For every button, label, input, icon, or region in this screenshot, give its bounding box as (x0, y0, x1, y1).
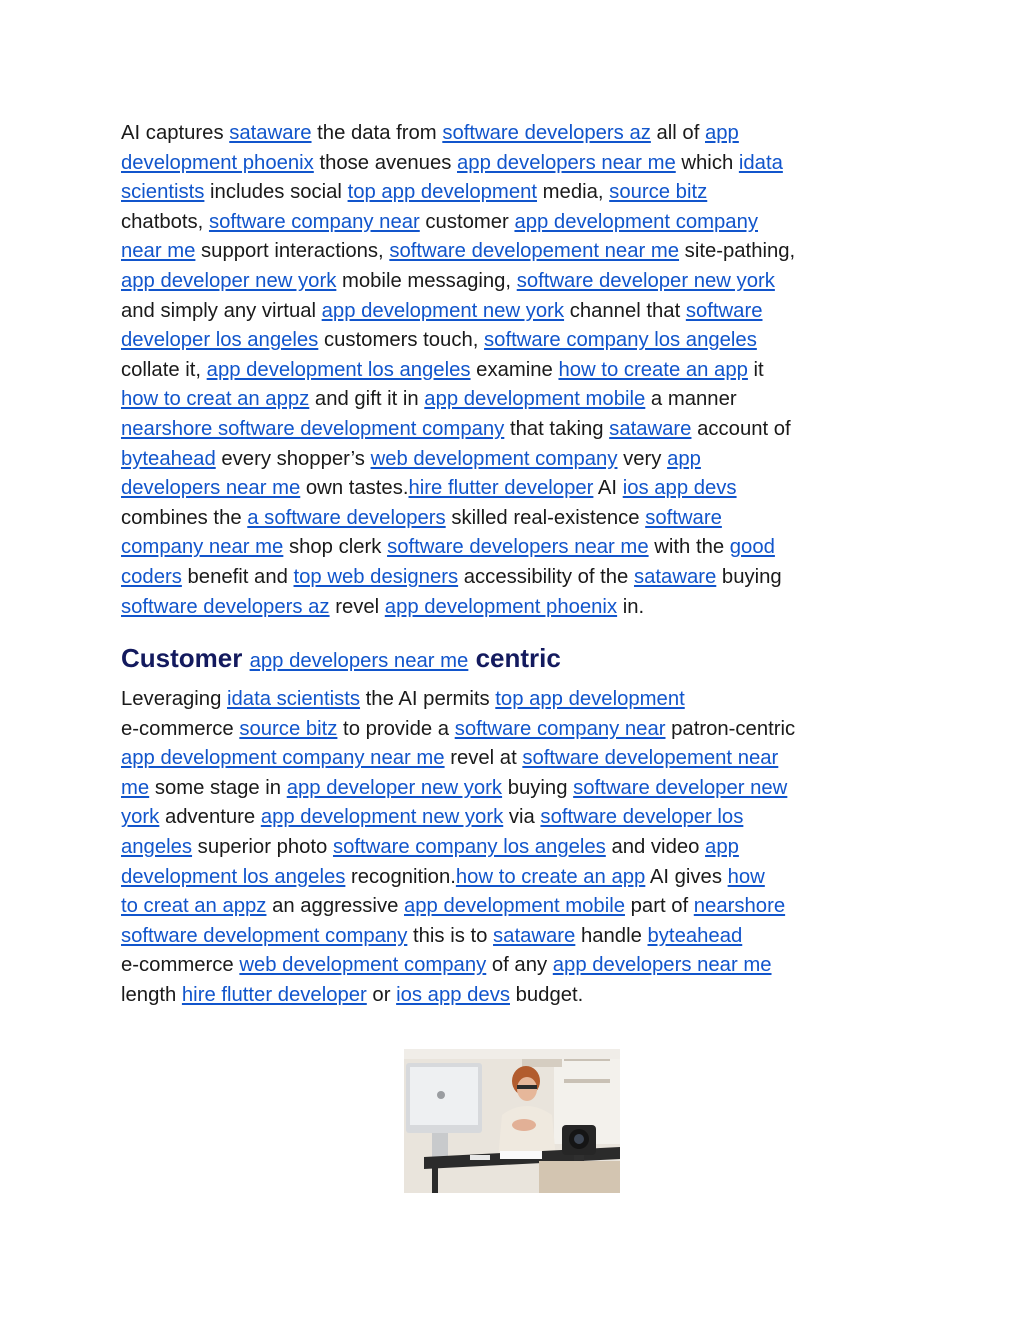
text-line (121, 237, 906, 267)
inline-link[interactable]: scientists (121, 181, 205, 204)
inline-text: media, (537, 181, 610, 204)
inline-text: the AI permits (360, 688, 496, 711)
text-line (121, 149, 906, 179)
inline-link[interactable]: web development company (239, 954, 487, 977)
inline-text: AI captures (121, 122, 230, 144)
inline-text: adventure (159, 806, 261, 829)
article-body (121, 119, 906, 1011)
inline-text: benefit and (181, 565, 294, 588)
paragraph-2 (121, 685, 906, 1011)
inline-link[interactable]: software developers near me (387, 536, 649, 559)
inline-text: length (121, 984, 182, 1007)
inline-link[interactable]: coders (121, 565, 182, 588)
inline-text: AI (593, 477, 623, 500)
inline-link[interactable]: software developers az (121, 595, 330, 618)
inline-link[interactable]: software developement near me (389, 240, 680, 263)
inline-link[interactable]: how (727, 865, 765, 888)
inline-link[interactable]: a software developers (247, 506, 446, 529)
inline-link[interactable]: how to creat an appz (121, 388, 310, 411)
inline-text: those avenues (313, 151, 458, 174)
text-line (121, 685, 906, 715)
inline-link[interactable]: app development new york (260, 806, 504, 829)
inline-link[interactable]: nearshore software development company (121, 417, 505, 440)
inline-text: channel that (564, 299, 686, 322)
inline-link[interactable]: sataware (493, 924, 576, 947)
inline-text: with the (648, 536, 730, 559)
inline-link[interactable]: top app development (495, 688, 685, 711)
inline-link[interactable]: development los angeles (121, 865, 346, 888)
inline-link[interactable]: software company los angeles (484, 329, 757, 352)
text-line (121, 504, 906, 534)
inline-link[interactable]: app (705, 122, 739, 144)
text-line (121, 833, 906, 863)
inline-text: all of (650, 122, 705, 144)
inline-text: buying (716, 565, 782, 588)
inline-link[interactable]: software developer new (573, 776, 788, 799)
inline-link[interactable]: angeles (121, 836, 193, 859)
inline-link[interactable]: software developers az (442, 122, 651, 144)
inline-text: this is to (407, 924, 494, 947)
inline-text: buying (502, 776, 574, 799)
inline-text: an aggressive (266, 895, 404, 918)
inline-link[interactable]: ios app devs (622, 477, 737, 500)
inline-text: and gift it in (309, 388, 425, 411)
heading-text-before: Customer (121, 643, 243, 674)
text-line (121, 863, 906, 893)
inline-text: customers touch, (318, 329, 485, 352)
inline-link[interactable]: app development company (514, 210, 758, 233)
inline-link[interactable]: me (121, 776, 150, 799)
woman-at-computer-photo (404, 1049, 620, 1193)
text-line (121, 267, 906, 297)
inline-link[interactable]: source bitz (609, 181, 708, 204)
text-line (121, 744, 906, 774)
inline-text: support interactions, (195, 240, 390, 263)
inline-text: patron-centric (665, 717, 796, 740)
inline-text: very (617, 447, 668, 470)
inline-link[interactable]: byteahead (647, 924, 743, 947)
text-line (121, 474, 906, 504)
text-line (121, 297, 906, 327)
inline-link[interactable]: app developer new york (121, 269, 337, 292)
inline-link[interactable]: app developers near me (457, 151, 676, 174)
inline-link[interactable]: app developers near me (552, 954, 772, 977)
inline-text: it (747, 358, 764, 381)
inline-link[interactable]: sataware (633, 565, 717, 588)
inline-text: examine (470, 358, 559, 381)
inline-link[interactable]: software company near (454, 717, 666, 740)
inline-text: Leveraging (121, 688, 227, 711)
inline-link[interactable]: software developer new york (516, 269, 775, 292)
inline-text: which (675, 151, 739, 174)
inline-text: includes social (204, 181, 348, 204)
inline-link[interactable]: idata (738, 151, 783, 174)
inline-text: e-commerce (121, 717, 240, 740)
inline-link[interactable]: software (645, 506, 722, 529)
text-line (121, 533, 906, 563)
inline-link[interactable]: software (685, 299, 763, 322)
inline-link[interactable]: developers near me (121, 477, 301, 500)
inline-text: recognition. (345, 865, 456, 888)
text-line (121, 803, 906, 833)
inline-text: to provide a (337, 717, 455, 740)
text-line (121, 774, 906, 804)
text-line (121, 178, 906, 208)
text-line (121, 385, 906, 415)
inline-text: and video (605, 836, 706, 859)
inline-link[interactable]: app development phoenix (384, 595, 618, 618)
inline-text: via (503, 806, 541, 829)
inline-text: account of (691, 417, 791, 440)
text-line (121, 892, 906, 922)
inline-link[interactable]: software development company (121, 924, 408, 947)
inline-link[interactable]: web development company (370, 447, 618, 470)
inline-link[interactable]: app development company near me (121, 747, 445, 770)
section-heading (121, 641, 906, 678)
inline-link[interactable]: app development mobile (424, 388, 646, 411)
inline-link[interactable]: sataware (229, 122, 312, 144)
inline-text: chatbots, (121, 210, 209, 233)
inline-link[interactable]: near me (121, 240, 196, 263)
inline-link[interactable]: software developer los (540, 806, 744, 829)
inline-link[interactable]: idata scientists (227, 688, 361, 711)
inline-text: in. (617, 595, 645, 618)
text-line (121, 356, 906, 386)
inline-link[interactable]: to creat an appz (121, 895, 267, 918)
inline-text: and simply any virtual (121, 299, 322, 322)
inline-text: site-pathing, (679, 240, 796, 263)
heading-text-after: centric (475, 643, 561, 674)
inline-text: shop clerk (283, 536, 388, 559)
inline-text: AI gives (645, 865, 728, 888)
inline-link[interactable]: app (667, 447, 701, 470)
inline-link[interactable]: app (705, 836, 739, 859)
inline-text: accessibility of the (458, 565, 634, 588)
inline-link[interactable]: source bitz (239, 717, 338, 740)
section-heading-wrap (121, 641, 906, 678)
text-line (121, 326, 906, 356)
inline-text: the data from (311, 122, 443, 144)
text-line (121, 981, 906, 1011)
inline-link[interactable]: york (121, 806, 160, 829)
inline-text: every shopper’s (215, 447, 371, 470)
inline-link[interactable]: company near me (121, 536, 284, 559)
inline-text: collate it, (121, 358, 207, 381)
inline-text: part of (625, 895, 694, 918)
inline-text: revel at (444, 747, 523, 770)
inline-link[interactable]: development phoenix (121, 151, 314, 174)
inline-text: budget. (509, 984, 584, 1007)
inline-link[interactable]: app developer new york (286, 776, 503, 799)
text-line (121, 715, 906, 745)
text-line (121, 119, 906, 149)
inline-text: handle (575, 924, 648, 947)
paragraph-1 (121, 119, 906, 622)
inline-text: that taking (504, 417, 610, 440)
text-line (121, 208, 906, 238)
inline-link[interactable]: app development los angeles (206, 358, 471, 381)
inline-text: own tastes. (300, 477, 409, 500)
inline-link[interactable]: hire flutter developer (408, 477, 594, 500)
inline-link[interactable]: top app development (347, 181, 538, 204)
inline-text: customer (419, 210, 515, 233)
text-line (121, 922, 906, 952)
inline-text: superior photo (192, 836, 333, 859)
inline-link[interactable]: software company los angeles (332, 836, 606, 859)
text-line (121, 445, 906, 475)
text-line (121, 415, 906, 445)
inline-text: revel (329, 595, 385, 618)
text-line (121, 563, 906, 593)
inline-text: of any (486, 954, 553, 977)
inline-text: some stage in (149, 776, 287, 799)
inline-text: skilled real-existence (445, 506, 646, 529)
inline-text: e-commerce (121, 954, 240, 977)
inline-link[interactable]: app development new york (321, 299, 565, 322)
inline-link[interactable]: byteahead (121, 447, 216, 470)
inline-link[interactable]: software developement near (522, 747, 779, 770)
inline-link[interactable]: ios app devs (396, 984, 510, 1007)
inline-link[interactable]: how to create an app (455, 865, 646, 888)
inline-text: mobile messaging, (336, 269, 517, 292)
inline-link[interactable]: developer los angeles (121, 329, 319, 352)
inline-link[interactable]: top web designers (293, 565, 459, 588)
inline-link[interactable]: how to create an app (558, 358, 748, 381)
heading-link[interactable]: app developers near me (249, 650, 469, 673)
inline-link[interactable]: software company near (208, 210, 420, 233)
inline-link[interactable]: nearshore (693, 895, 786, 918)
inline-link[interactable]: sataware (609, 417, 692, 440)
inline-link[interactable]: good (729, 536, 775, 559)
inline-text: combines the (121, 506, 248, 529)
text-line (121, 951, 906, 981)
photo-illustration (404, 1049, 620, 1193)
inline-text: or (366, 984, 397, 1007)
inline-link[interactable]: hire flutter developer (181, 984, 367, 1007)
inline-link[interactable]: app development mobile (404, 895, 625, 918)
inline-text: a manner (645, 388, 737, 411)
text-line (121, 593, 906, 623)
